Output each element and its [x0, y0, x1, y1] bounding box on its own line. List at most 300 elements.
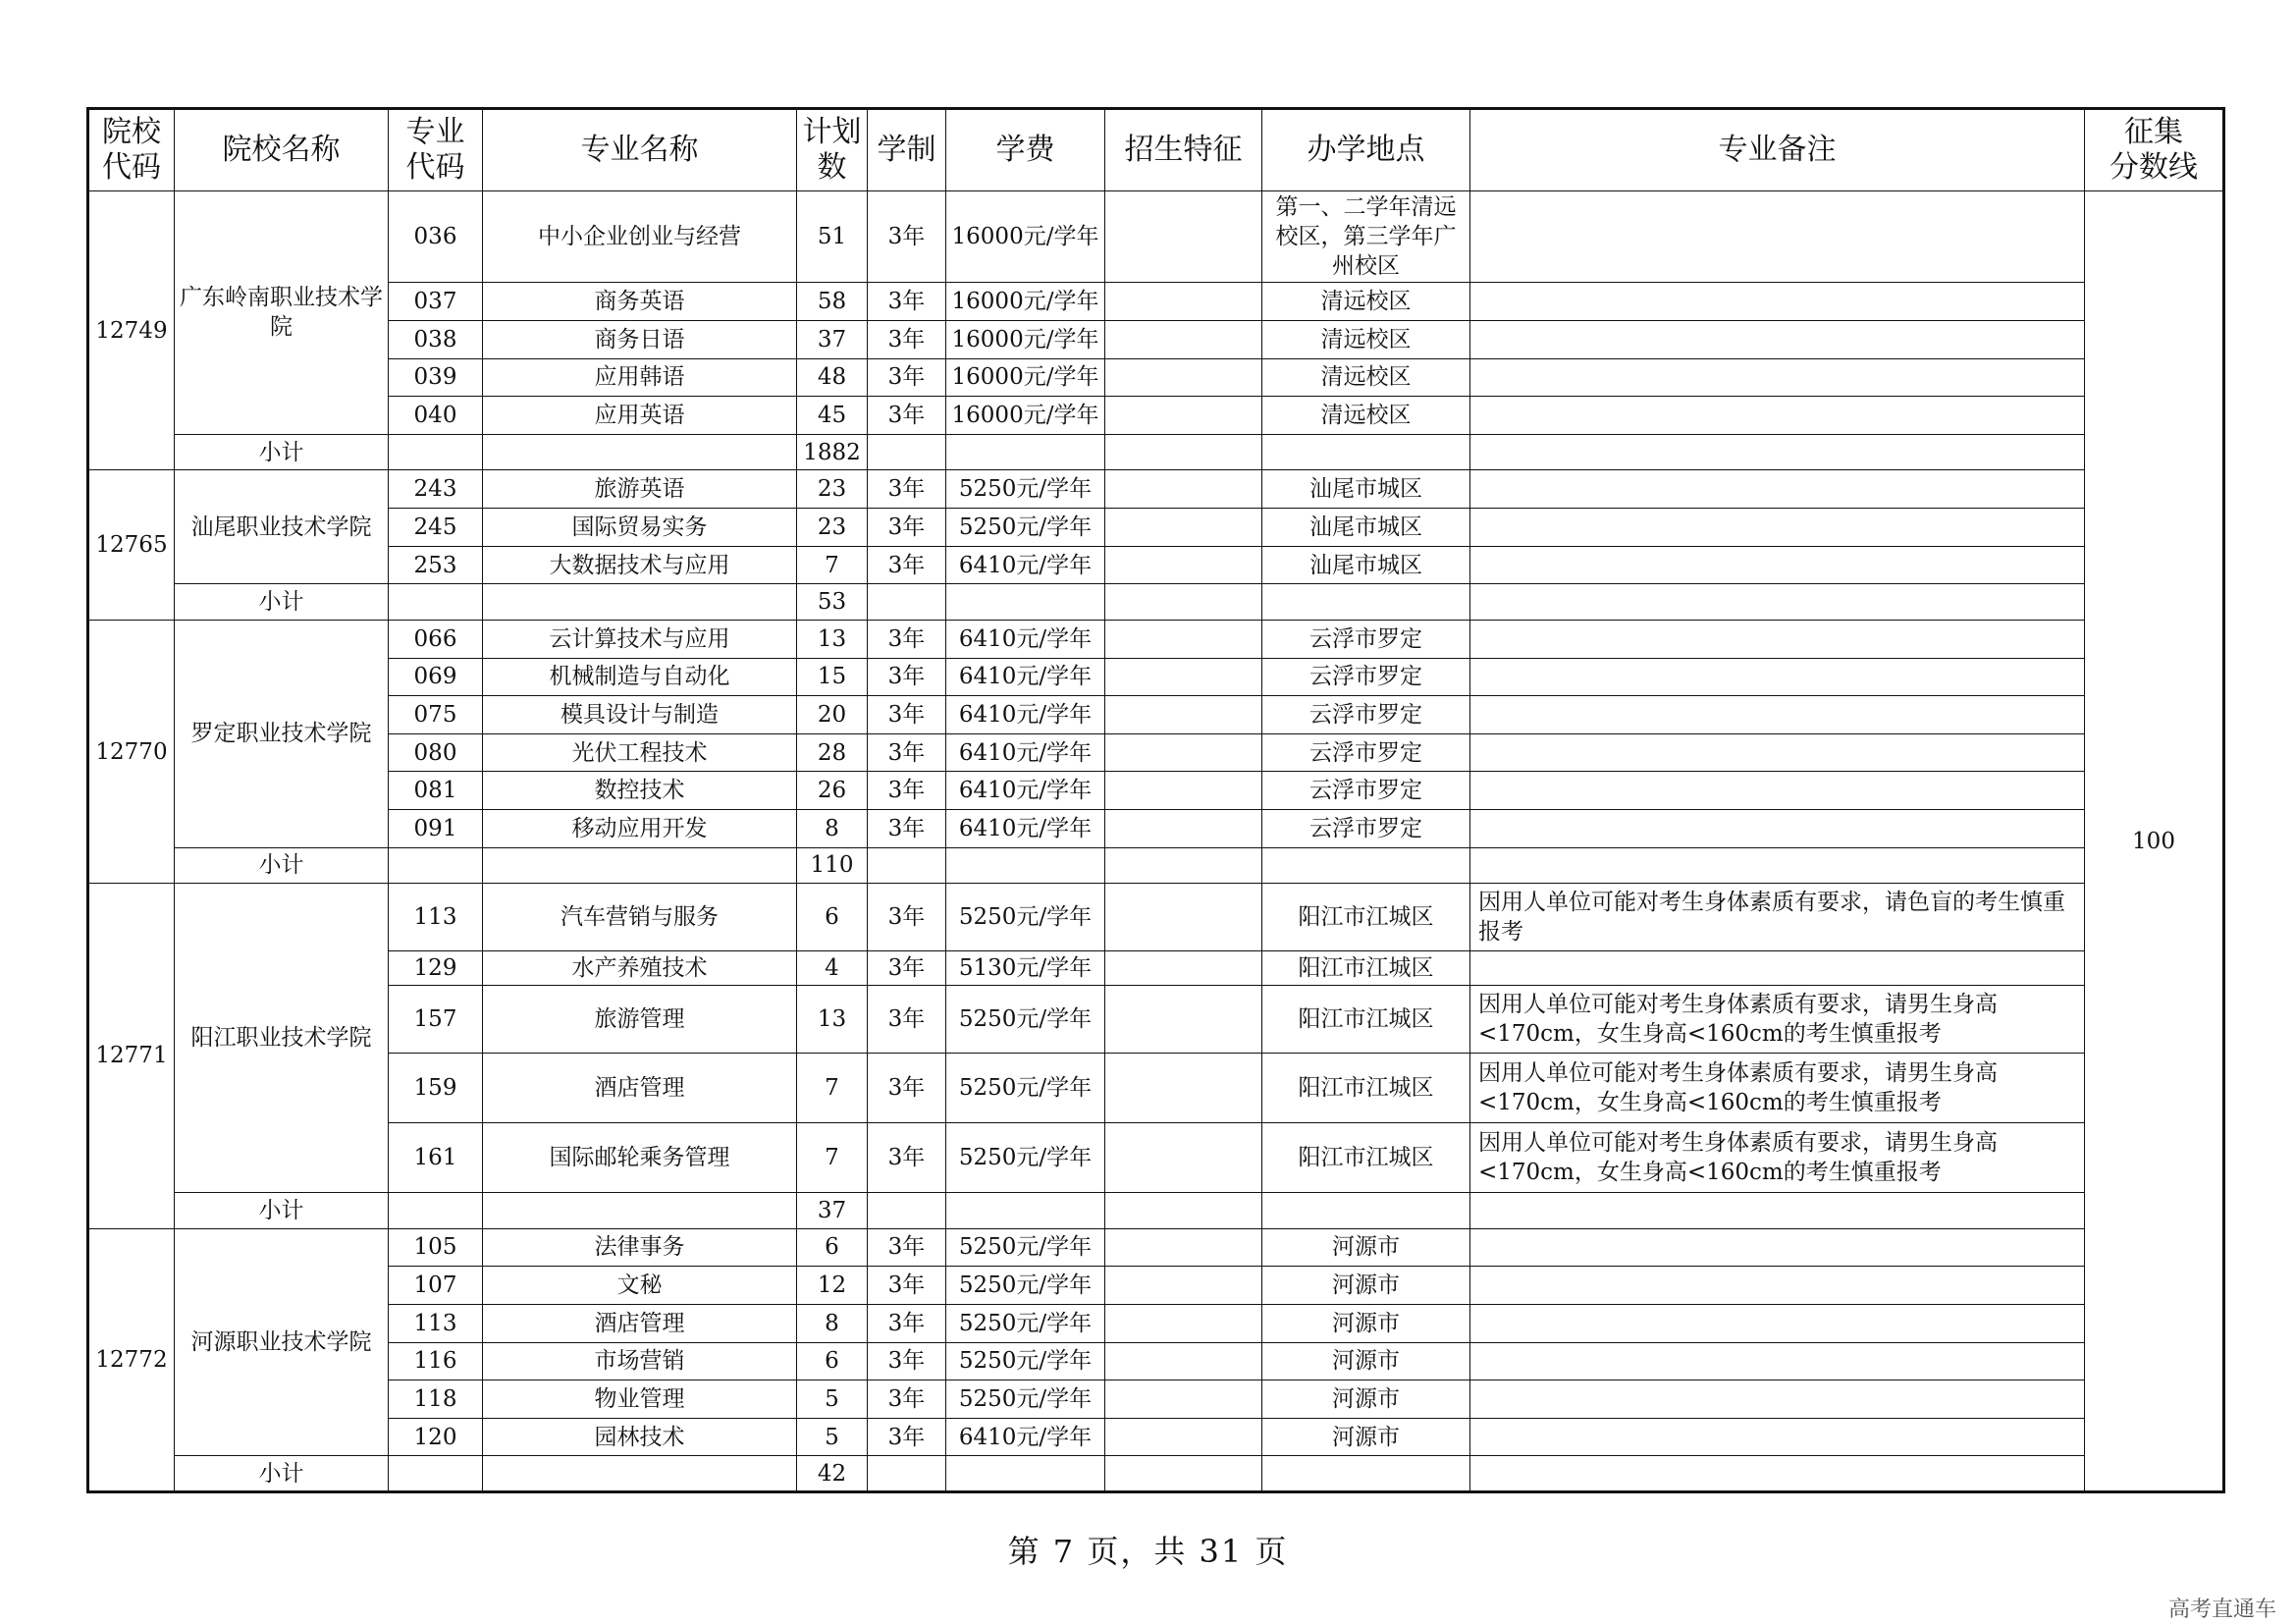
- feature-cell: [1105, 1267, 1262, 1305]
- remark-cell: 因用人单位可能对考生身体素质有要求，请色盲的考生慎重报考: [1470, 884, 2085, 951]
- table-row: [88, 985, 2224, 1053]
- major-code-cell: 116: [389, 1342, 483, 1380]
- location-cell: 云浮市罗定: [1262, 733, 1470, 772]
- plan-cell: 20: [797, 696, 868, 734]
- subtotal-label: 小计: [175, 847, 389, 884]
- major-code-cell: 161: [389, 1122, 483, 1192]
- feature-cell: [1105, 951, 1262, 986]
- location-cell: 河源市: [1262, 1380, 1470, 1419]
- subtotal-value: 53: [797, 584, 868, 621]
- header-duration: 学制: [868, 109, 946, 191]
- fee-cell: 5250元/学年: [946, 985, 1105, 1053]
- subtotal-empty-name: [483, 434, 797, 470]
- table-row: [88, 1267, 2224, 1305]
- major-name-cell: 园林技术: [483, 1418, 797, 1456]
- fee-cell: 5250元/学年: [946, 1053, 1105, 1122]
- header-score: 征集 分数线: [2085, 109, 2224, 191]
- major-name-cell: 中小企业创业与经营: [483, 191, 797, 283]
- plan-cell: 5: [797, 1380, 868, 1419]
- duration-cell: 3年: [868, 546, 946, 584]
- duration-cell: 3年: [868, 620, 946, 658]
- fee-cell: 16000元/学年: [946, 191, 1105, 283]
- fee-cell: 6410元/学年: [946, 696, 1105, 734]
- fee-cell: 5250元/学年: [946, 1304, 1105, 1342]
- header-location: 办学地点: [1262, 109, 1470, 191]
- fee-cell: 6410元/学年: [946, 1418, 1105, 1456]
- subtotal-row: [88, 434, 2224, 470]
- duration-cell: 3年: [868, 358, 946, 397]
- table-row: [88, 772, 2224, 810]
- header-major-name: 专业名称: [483, 109, 797, 191]
- header-school-code: 院校 代码: [88, 109, 175, 191]
- subtotal-empty-location: [1262, 847, 1470, 884]
- subtotal-empty-name: [483, 1193, 797, 1229]
- major-code-cell: 159: [389, 1053, 483, 1122]
- subtotal-empty-feature: [1105, 847, 1262, 884]
- feature-cell: [1105, 358, 1262, 397]
- major-name-cell: 法律事务: [483, 1228, 797, 1267]
- subtotal-empty-duration: [868, 1456, 946, 1492]
- header-plan: 计划 数: [797, 109, 868, 191]
- subtotal-empty-feature: [1105, 1456, 1262, 1492]
- remark-cell: 因用人单位可能对考生身体素质有要求，请男生身高<170cm，女生身高<160cm的考生慎重报考: [1470, 1122, 2085, 1192]
- plan-cell: 23: [797, 509, 868, 547]
- remark-cell: [1470, 283, 2085, 321]
- subtotal-empty-fee: [946, 584, 1105, 621]
- feature-cell: [1105, 696, 1262, 734]
- location-cell: 云浮市罗定: [1262, 809, 1470, 847]
- subtotal-row: [88, 584, 2224, 621]
- major-name-cell: 酒店管理: [483, 1053, 797, 1122]
- subtotal-empty-name: [483, 584, 797, 621]
- fee-cell: 16000元/学年: [946, 397, 1105, 435]
- school-name-cell: 阳江职业技术学院: [175, 884, 389, 1193]
- remark-cell: [1470, 1380, 2085, 1419]
- subtotal-empty-remark: [1470, 434, 2085, 470]
- table-row: [88, 884, 2224, 951]
- subtotal-value: 42: [797, 1456, 868, 1492]
- school-code-cell: 12771: [88, 884, 175, 1229]
- remark-cell: [1470, 809, 2085, 847]
- remark-cell: [1470, 772, 2085, 810]
- feature-cell: [1105, 1380, 1262, 1419]
- major-code-cell: 243: [389, 470, 483, 509]
- major-name-cell: 水产养殖技术: [483, 951, 797, 986]
- table-row: [88, 358, 2224, 397]
- header-remark: 专业备注: [1470, 109, 2085, 191]
- major-name-cell: 移动应用开发: [483, 809, 797, 847]
- feature-cell: [1105, 809, 1262, 847]
- subtotal-empty-feature: [1105, 434, 1262, 470]
- duration-cell: 3年: [868, 809, 946, 847]
- major-name-cell: 应用韩语: [483, 358, 797, 397]
- table-row: [88, 509, 2224, 547]
- table-body: [88, 191, 2224, 1492]
- major-name-cell: 国际邮轮乘务管理: [483, 1122, 797, 1192]
- table-row: [88, 951, 2224, 986]
- major-code-cell: 080: [389, 733, 483, 772]
- subtotal-empty-location: [1262, 584, 1470, 621]
- subtotal-empty-name: [483, 847, 797, 884]
- plan-cell: 7: [797, 1122, 868, 1192]
- major-code-cell: 129: [389, 951, 483, 986]
- subtotal-empty-duration: [868, 434, 946, 470]
- fee-cell: 5250元/学年: [946, 470, 1105, 509]
- subtotal-empty-code: [389, 1193, 483, 1229]
- header-row: [88, 109, 2224, 191]
- plan-cell: 37: [797, 321, 868, 359]
- page-footer: 第 7 页，共 31 页: [1007, 1533, 1289, 1570]
- plan-cell: 8: [797, 809, 868, 847]
- duration-cell: 3年: [868, 1342, 946, 1380]
- location-cell: 清远校区: [1262, 397, 1470, 435]
- major-name-cell: 机械制造与自动化: [483, 658, 797, 696]
- subtotal-row: [88, 1456, 2224, 1492]
- school-code-cell: 12772: [88, 1228, 175, 1491]
- remark-cell: [1470, 191, 2085, 283]
- location-cell: 汕尾市城区: [1262, 509, 1470, 547]
- table-row: [88, 1053, 2224, 1122]
- duration-cell: 3年: [868, 884, 946, 951]
- subtotal-empty-remark: [1470, 1193, 2085, 1229]
- major-code-cell: 118: [389, 1380, 483, 1419]
- subtotal-empty-feature: [1105, 1193, 1262, 1229]
- remark-cell: 因用人单位可能对考生身体素质有要求，请男生身高<170cm，女生身高<160cm的考生慎重报考: [1470, 985, 2085, 1053]
- admission-table: [86, 107, 2225, 1493]
- major-name-cell: 汽车营销与服务: [483, 884, 797, 951]
- table-row: [88, 1228, 2224, 1267]
- remark-cell: [1470, 321, 2085, 359]
- plan-cell: 45: [797, 397, 868, 435]
- subtotal-empty-location: [1262, 1456, 1470, 1492]
- feature-cell: [1105, 1418, 1262, 1456]
- remark-cell: [1470, 1304, 2085, 1342]
- subtotal-empty-fee: [946, 434, 1105, 470]
- fee-cell: 6410元/学年: [946, 809, 1105, 847]
- location-cell: 河源市: [1262, 1267, 1470, 1305]
- major-code-cell: 040: [389, 397, 483, 435]
- subtotal-empty-code: [389, 434, 483, 470]
- feature-cell: [1105, 397, 1262, 435]
- duration-cell: 3年: [868, 658, 946, 696]
- subtotal-value: 1882: [797, 434, 868, 470]
- table-row: [88, 1418, 2224, 1456]
- school-name-cell: 汕尾职业技术学院: [175, 470, 389, 584]
- feature-cell: [1105, 1228, 1262, 1267]
- duration-cell: 3年: [868, 696, 946, 734]
- subtotal-empty-remark: [1470, 1456, 2085, 1492]
- remark-cell: [1470, 1418, 2085, 1456]
- fee-cell: 5250元/学年: [946, 1342, 1105, 1380]
- plan-cell: 8: [797, 1304, 868, 1342]
- fee-cell: 16000元/学年: [946, 358, 1105, 397]
- duration-cell: 3年: [868, 1304, 946, 1342]
- duration-cell: 3年: [868, 1267, 946, 1305]
- location-cell: 河源市: [1262, 1228, 1470, 1267]
- feature-cell: [1105, 1304, 1262, 1342]
- duration-cell: 3年: [868, 283, 946, 321]
- major-name-cell: 国际贸易实务: [483, 509, 797, 547]
- feature-cell: [1105, 546, 1262, 584]
- duration-cell: 3年: [868, 1228, 946, 1267]
- plan-cell: 7: [797, 1053, 868, 1122]
- subtotal-label: 小计: [175, 1456, 389, 1492]
- table-row: [88, 733, 2224, 772]
- remark-cell: [1470, 951, 2085, 986]
- location-cell: 第一、二学年清远校区，第三学年广州校区: [1262, 191, 1470, 283]
- major-name-cell: 商务英语: [483, 283, 797, 321]
- location-cell: 云浮市罗定: [1262, 620, 1470, 658]
- location-cell: 汕尾市城区: [1262, 546, 1470, 584]
- duration-cell: 3年: [868, 733, 946, 772]
- duration-cell: 3年: [868, 1380, 946, 1419]
- major-code-cell: 157: [389, 985, 483, 1053]
- major-code-cell: 091: [389, 809, 483, 847]
- feature-cell: [1105, 733, 1262, 772]
- plan-cell: 28: [797, 733, 868, 772]
- table-row: [88, 397, 2224, 435]
- major-name-cell: 酒店管理: [483, 1304, 797, 1342]
- subtotal-empty-location: [1262, 434, 1470, 470]
- remark-cell: 因用人单位可能对考生身体素质有要求，请男生身高<170cm，女生身高<160cm的考生慎重报考: [1470, 1053, 2085, 1122]
- fee-cell: 5250元/学年: [946, 1267, 1105, 1305]
- duration-cell: 3年: [868, 1122, 946, 1192]
- feature-cell: [1105, 1053, 1262, 1122]
- duration-cell: 3年: [868, 1053, 946, 1122]
- school-name-cell: 河源职业技术学院: [175, 1228, 389, 1456]
- subtotal-empty-remark: [1470, 584, 2085, 621]
- plan-cell: 6: [797, 884, 868, 951]
- subtotal-empty-fee: [946, 1456, 1105, 1492]
- major-code-cell: 253: [389, 546, 483, 584]
- location-cell: 汕尾市城区: [1262, 470, 1470, 509]
- major-code-cell: 039: [389, 358, 483, 397]
- table-row: [88, 321, 2224, 359]
- table-row: [88, 1304, 2224, 1342]
- remark-cell: [1470, 358, 2085, 397]
- location-cell: 河源市: [1262, 1304, 1470, 1342]
- remark-cell: [1470, 658, 2085, 696]
- subtotal-empty-duration: [868, 1193, 946, 1229]
- subtotal-label: 小计: [175, 1193, 389, 1229]
- major-code-cell: 113: [389, 1304, 483, 1342]
- remark-cell: [1470, 470, 2085, 509]
- remark-cell: [1470, 546, 2085, 584]
- table-row: [88, 658, 2224, 696]
- fee-cell: 6410元/学年: [946, 546, 1105, 584]
- major-code-cell: 075: [389, 696, 483, 734]
- major-name-cell: 旅游管理: [483, 985, 797, 1053]
- major-code-cell: 113: [389, 884, 483, 951]
- subtotal-value: 110: [797, 847, 868, 884]
- plan-cell: 12: [797, 1267, 868, 1305]
- location-cell: 清远校区: [1262, 283, 1470, 321]
- fee-cell: 6410元/学年: [946, 658, 1105, 696]
- feature-cell: [1105, 1342, 1262, 1380]
- remark-cell: [1470, 1267, 2085, 1305]
- location-cell: 阳江市江城区: [1262, 1053, 1470, 1122]
- subtotal-empty-fee: [946, 1193, 1105, 1229]
- subtotal-row: [88, 1193, 2224, 1229]
- header-fee: 学费: [946, 109, 1105, 191]
- plan-cell: 51: [797, 191, 868, 283]
- watermark: 高考直通车: [2167, 1597, 2276, 1622]
- school-code-cell: 12749: [88, 191, 175, 470]
- subtotal-label: 小计: [175, 434, 389, 470]
- duration-cell: 3年: [868, 191, 946, 283]
- plan-cell: 48: [797, 358, 868, 397]
- header-feature: 招生特征: [1105, 109, 1262, 191]
- table-row: [88, 809, 2224, 847]
- feature-cell: [1105, 283, 1262, 321]
- subtotal-empty-fee: [946, 847, 1105, 884]
- duration-cell: 3年: [868, 985, 946, 1053]
- subtotal-empty-duration: [868, 847, 946, 884]
- plan-cell: 7: [797, 546, 868, 584]
- location-cell: 云浮市罗定: [1262, 696, 1470, 734]
- school-name-cell: 罗定职业技术学院: [175, 620, 389, 847]
- remark-cell: [1470, 733, 2085, 772]
- remark-cell: [1470, 509, 2085, 547]
- admission-table-sheet: [86, 107, 2222, 1493]
- plan-cell: 15: [797, 658, 868, 696]
- subtotal-value: 37: [797, 1193, 868, 1229]
- location-cell: 清远校区: [1262, 321, 1470, 359]
- table-row: [88, 1342, 2224, 1380]
- feature-cell: [1105, 191, 1262, 283]
- remark-cell: [1470, 620, 2085, 658]
- major-code-cell: 066: [389, 620, 483, 658]
- table-row: [88, 696, 2224, 734]
- feature-cell: [1105, 884, 1262, 951]
- major-name-cell: 模具设计与制造: [483, 696, 797, 734]
- plan-cell: 13: [797, 985, 868, 1053]
- table-row: [88, 283, 2224, 321]
- plan-cell: 4: [797, 951, 868, 986]
- fee-cell: 5250元/学年: [946, 1122, 1105, 1192]
- table-row: [88, 470, 2224, 509]
- feature-cell: [1105, 772, 1262, 810]
- score-line-cell: 100: [2085, 191, 2224, 1492]
- major-code-cell: 245: [389, 509, 483, 547]
- remark-cell: [1470, 397, 2085, 435]
- school-name-cell: 广东岭南职业技术学院: [175, 191, 389, 435]
- major-code-cell: 036: [389, 191, 483, 283]
- remark-cell: [1470, 1228, 2085, 1267]
- subtotal-empty-location: [1262, 1193, 1470, 1229]
- location-cell: 云浮市罗定: [1262, 772, 1470, 810]
- major-name-cell: 云计算技术与应用: [483, 620, 797, 658]
- subtotal-row: [88, 847, 2224, 884]
- location-cell: 河源市: [1262, 1342, 1470, 1380]
- major-name-cell: 旅游英语: [483, 470, 797, 509]
- table-row: [88, 191, 2224, 283]
- fee-cell: 6410元/学年: [946, 772, 1105, 810]
- duration-cell: 3年: [868, 509, 946, 547]
- table-row: [88, 1380, 2224, 1419]
- subtotal-empty-feature: [1105, 584, 1262, 621]
- subtotal-empty-name: [483, 1456, 797, 1492]
- fee-cell: 5250元/学年: [946, 1228, 1105, 1267]
- major-name-cell: 光伏工程技术: [483, 733, 797, 772]
- feature-cell: [1105, 321, 1262, 359]
- plan-cell: 23: [797, 470, 868, 509]
- feature-cell: [1105, 658, 1262, 696]
- subtotal-empty-code: [389, 1456, 483, 1492]
- subtotal-label: 小计: [175, 584, 389, 621]
- major-name-cell: 数控技术: [483, 772, 797, 810]
- school-code-cell: 12770: [88, 620, 175, 883]
- duration-cell: 3年: [868, 470, 946, 509]
- major-name-cell: 市场营销: [483, 1342, 797, 1380]
- duration-cell: 3年: [868, 321, 946, 359]
- plan-cell: 13: [797, 620, 868, 658]
- duration-cell: 3年: [868, 951, 946, 986]
- feature-cell: [1105, 470, 1262, 509]
- major-code-cell: 105: [389, 1228, 483, 1267]
- major-code-cell: 069: [389, 658, 483, 696]
- major-name-cell: 应用英语: [483, 397, 797, 435]
- duration-cell: 3年: [868, 1418, 946, 1456]
- fee-cell: 5250元/学年: [946, 509, 1105, 547]
- location-cell: 河源市: [1262, 1418, 1470, 1456]
- header-major-code: 专业 代码: [389, 109, 483, 191]
- location-cell: 云浮市罗定: [1262, 658, 1470, 696]
- duration-cell: 3年: [868, 397, 946, 435]
- feature-cell: [1105, 620, 1262, 658]
- major-name-cell: 文秘: [483, 1267, 797, 1305]
- major-code-cell: 038: [389, 321, 483, 359]
- subtotal-empty-remark: [1470, 847, 2085, 884]
- table-row: [88, 1122, 2224, 1192]
- location-cell: 阳江市江城区: [1262, 951, 1470, 986]
- plan-cell: 6: [797, 1228, 868, 1267]
- location-cell: 阳江市江城区: [1262, 884, 1470, 951]
- header-school-name: 院校名称: [175, 109, 389, 191]
- major-name-cell: 商务日语: [483, 321, 797, 359]
- plan-cell: 26: [797, 772, 868, 810]
- feature-cell: [1105, 509, 1262, 547]
- location-cell: 清远校区: [1262, 358, 1470, 397]
- plan-cell: 58: [797, 283, 868, 321]
- table-row: [88, 546, 2224, 584]
- major-code-cell: 081: [389, 772, 483, 810]
- fee-cell: 6410元/学年: [946, 620, 1105, 658]
- remark-cell: [1470, 696, 2085, 734]
- feature-cell: [1105, 985, 1262, 1053]
- subtotal-empty-code: [389, 847, 483, 884]
- major-name-cell: 物业管理: [483, 1380, 797, 1419]
- fee-cell: 5130元/学年: [946, 951, 1105, 986]
- location-cell: 阳江市江城区: [1262, 1122, 1470, 1192]
- subtotal-empty-code: [389, 584, 483, 621]
- feature-cell: [1105, 1122, 1262, 1192]
- fee-cell: 16000元/学年: [946, 283, 1105, 321]
- major-code-cell: 107: [389, 1267, 483, 1305]
- fee-cell: 5250元/学年: [946, 1380, 1105, 1419]
- major-code-cell: 037: [389, 283, 483, 321]
- duration-cell: 3年: [868, 772, 946, 810]
- remark-cell: [1470, 1342, 2085, 1380]
- major-name-cell: 大数据技术与应用: [483, 546, 797, 584]
- plan-cell: 6: [797, 1342, 868, 1380]
- fee-cell: 16000元/学年: [946, 321, 1105, 359]
- location-cell: 阳江市江城区: [1262, 985, 1470, 1053]
- school-code-cell: 12765: [88, 470, 175, 620]
- fee-cell: 6410元/学年: [946, 733, 1105, 772]
- fee-cell: 5250元/学年: [946, 884, 1105, 951]
- table-row: [88, 620, 2224, 658]
